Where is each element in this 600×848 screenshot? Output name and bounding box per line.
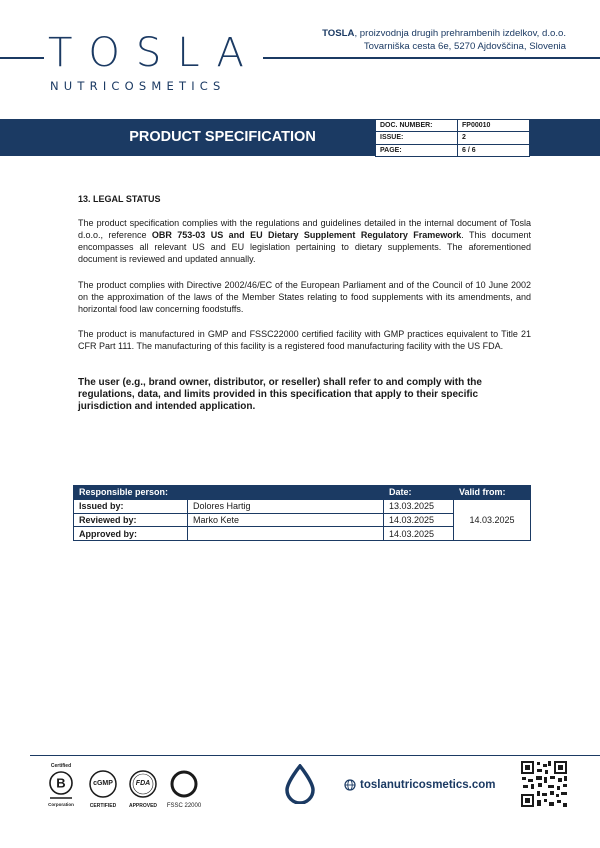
role-cell: Issued by: [74, 499, 188, 513]
company-name: TOSLA [322, 28, 355, 39]
issue-label: ISSUE: [376, 132, 458, 144]
paragraph-gmp: The product is manufactured in GMP and FSSC22000 certified facility with GMP practices equivalent to Title 21 CFR Part 111. The manufacturing of this facility is a registered food manufacturing facility with the US FDA. [78, 329, 531, 351]
paragraph-eu-directive: The product complies with Directive 2002/46/EC of the European Parliament and of the Council of 10 June 2002 on the approximation of the laws of the Member States relating to food supplements with its amendments, and horizontal food law concerning foodstuffs. [78, 280, 531, 314]
approval-table-header [74, 486, 531, 500]
section-title: 13. LEGAL STATUS [78, 194, 161, 204]
bcorp-top-text: Certified [50, 763, 72, 769]
document-info-table [375, 119, 530, 157]
svg-text:B: B [56, 775, 66, 791]
footer-rule [30, 755, 600, 756]
role-cell: Reviewed by: [74, 513, 188, 527]
bcorp-icon [48, 769, 74, 803]
page-row [376, 144, 530, 156]
logo-rule-right [263, 57, 600, 59]
paragraph-user-notice: The user (e.g., brand owner, distributor, or reseller) shall refer to and comply with the regulations, data, and limits provided in this specification that apply to their specific jurisdiction and intended application. [78, 377, 482, 412]
bcorp-bottom-text: Corporation [48, 802, 74, 807]
name-cell: Marko Kete [188, 513, 384, 527]
website-link[interactable] [344, 779, 495, 791]
page-label: PAGE: [376, 144, 458, 156]
cgmp-caption: CERTIFIED [89, 803, 117, 809]
role-cell: Approved by: [74, 527, 188, 541]
fda-caption: APPROVED [128, 803, 158, 809]
doc-number-row [376, 120, 530, 132]
paragraph-regulatory-framework [78, 217, 531, 265]
company-address: Tovarniška cesta 6e, 5270 Ajdovščina, Slovenia [363, 40, 566, 52]
valid-from-cell: 14.03.2025 [454, 499, 531, 540]
issue-row [376, 132, 530, 144]
doc-number-label: DOC. NUMBER: [376, 120, 458, 132]
date-cell: 13.03.2025 [384, 499, 454, 513]
name-cell [188, 527, 384, 541]
p1-text-a: The product specification complies with the regulations and guidelines detailed in the internal document of Tosla d.o.o., reference [78, 218, 531, 240]
doc-number-value: FP00010 [458, 120, 530, 132]
company-info [322, 28, 566, 53]
issue-value: 2 [458, 132, 530, 144]
website-text: toslanutricosmetics.com [360, 779, 496, 792]
date-cell: 14.03.2025 [384, 527, 454, 541]
company-logo: TOSLA [48, 30, 260, 76]
band-right-block [530, 119, 600, 156]
fda-badge [126, 763, 160, 813]
header-responsible: Responsible person: [74, 486, 384, 500]
bcorp-badge [46, 763, 76, 813]
spec-header-band [0, 119, 600, 156]
company-description: , proizvodnja drugih prehrambenih izdelkov, d.o.o. [354, 28, 566, 39]
logo-subtitle: NUTRICOSMETICS [50, 79, 226, 93]
qr-code-icon [520, 760, 568, 808]
name-cell: Dolores Hartig [188, 499, 384, 513]
header-valid-from: Valid from: [454, 486, 531, 500]
cgmp-label: cGMP [93, 780, 113, 787]
fssc-caption: FSSC 22000 [166, 803, 202, 809]
fssc-badge [163, 763, 205, 813]
p1-reference: OBR 753-03 US and EU Dietary Supplement Regulatory Framework [151, 230, 462, 240]
globe-icon [344, 779, 356, 791]
date-cell: 14.03.2025 [384, 513, 454, 527]
logo-rule-left [0, 57, 44, 59]
document-title: PRODUCT SPECIFICATION [0, 119, 375, 156]
p1-text-b: . This document encompasses all relevant US and EU legislation pertaining to dietary supplements. The aforementioned document is reviewed and updated annually. [78, 230, 531, 264]
table-row [74, 499, 531, 513]
drop-logo-icon [283, 764, 317, 804]
fssc-icon [169, 769, 199, 799]
fda-label: FDA [135, 780, 151, 787]
header-date: Date: [384, 486, 454, 500]
approval-table [73, 485, 531, 541]
page-value: 6 / 6 [458, 144, 530, 156]
cgmp-badge [86, 763, 120, 813]
